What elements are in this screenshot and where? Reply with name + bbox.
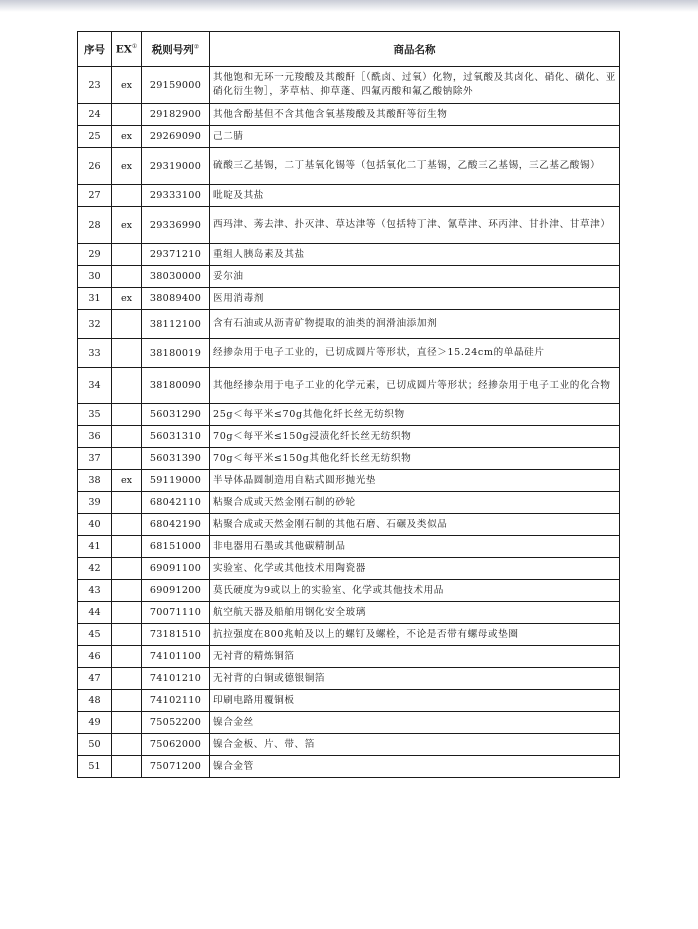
row-code-cell: 68042190 [142, 514, 210, 536]
table-row [78, 288, 620, 310]
table-row [78, 148, 620, 185]
row-seq-cell: 46 [78, 646, 112, 668]
row-seq-cell: 49 [78, 712, 112, 734]
row-name-cell: 70g＜每平米≤150g其他化纤长丝无纺织物 [210, 448, 620, 470]
row-code-cell: 56031310 [142, 426, 210, 448]
header-ex-label: EX [115, 43, 132, 56]
table-row [78, 470, 620, 492]
row-seq-cell: 44 [78, 602, 112, 624]
row-name-cell: 妥尔油 [210, 266, 620, 288]
row-name-cell: 其他饱和无环一元羧酸及其酸酐［（酰卤、过氧）化物，过氧酸及其卤化、硝化、磺化、亚硝化衍生物］，茅草枯、抑草蓬、四氟丙酸和氟乙酸钠除外 [210, 67, 620, 104]
row-code-cell: 75052200 [142, 712, 210, 734]
row-seq-cell: 26 [78, 148, 112, 185]
row-name-cell: 70g＜每平米≤150g浸渍化纤长丝无纺织物 [210, 426, 620, 448]
header-name: 商品名称 [210, 32, 620, 67]
table-row [78, 310, 620, 339]
row-ex-cell [112, 580, 142, 602]
row-name-cell: 非电器用石墨或其他碳精制品 [210, 536, 620, 558]
header-ex-footnote: ① [131, 42, 138, 50]
row-name-cell: 莫氏硬度为9或以上的实验室、化学或其他技术用品 [210, 580, 620, 602]
header-ex [112, 32, 142, 67]
table-row [78, 712, 620, 734]
row-name-cell: 其他经掺杂用于电子工业的化学元素，已切成圆片等形状；经掺杂用于电子工业的化合物 [210, 368, 620, 404]
row-ex-cell [112, 536, 142, 558]
row-code-cell: 38089400 [142, 288, 210, 310]
row-code-cell: 38030000 [142, 266, 210, 288]
row-code-cell: 29371210 [142, 244, 210, 266]
header-code-footnote: ② [193, 43, 200, 50]
row-ex-cell [112, 426, 142, 448]
row-name-cell: 己二腈 [210, 126, 620, 148]
row-seq-cell: 38 [78, 470, 112, 492]
row-seq-cell: 30 [78, 266, 112, 288]
row-name-cell: 粘聚合成或天然金刚石制的砂轮 [210, 492, 620, 514]
row-code-cell: 73181510 [142, 624, 210, 646]
row-name-cell: 抗拉强度在800兆帕及以上的螺钉及螺栓，不论是否带有螺母或垫圈 [210, 624, 620, 646]
row-seq-cell: 45 [78, 624, 112, 646]
row-name-cell: 硫酸三乙基锡，二丁基氧化锡等（包括氧化二丁基锡，乙酸三乙基锡，三乙基乙酸锡） [210, 148, 620, 185]
table-header-row [78, 32, 620, 67]
row-ex-cell [112, 368, 142, 404]
row-ex-cell: ex [112, 288, 142, 310]
row-name-cell: 吡啶及其盐 [210, 185, 620, 207]
row-name-cell: 其他含酚基但不含其他含氧基羧酸及其酸酐等衍生物 [210, 104, 620, 126]
row-seq-cell: 31 [78, 288, 112, 310]
row-code-cell: 74101100 [142, 646, 210, 668]
row-ex-cell [112, 492, 142, 514]
row-code-cell: 29182900 [142, 104, 210, 126]
row-name-cell: 半导体晶圆制造用自粘式圆形抛光垫 [210, 470, 620, 492]
row-seq-cell: 34 [78, 368, 112, 404]
row-name-cell: 粘聚合成或天然金刚石制的其他石磨、石碾及类似品 [210, 514, 620, 536]
row-name-cell: 含有石油或从沥青矿物提取的油类的润滑油添加剂 [210, 310, 620, 339]
table-row [78, 756, 620, 778]
tariff-table [77, 31, 620, 778]
row-name-cell: 25g＜每平米≤70g其他化纤长丝无纺织物 [210, 404, 620, 426]
row-seq-cell: 25 [78, 126, 112, 148]
header-seq: 序号 [78, 32, 112, 67]
row-seq-cell: 24 [78, 104, 112, 126]
row-seq-cell: 42 [78, 558, 112, 580]
row-name-cell: 实验室、化学或其他技术用陶瓷器 [210, 558, 620, 580]
table-row [78, 244, 620, 266]
table-row [78, 207, 620, 244]
row-code-cell: 38112100 [142, 310, 210, 339]
row-seq-cell: 40 [78, 514, 112, 536]
row-name-cell: 印刷电路用覆铜板 [210, 690, 620, 712]
row-code-cell: 75062000 [142, 734, 210, 756]
row-code-cell: 56031290 [142, 404, 210, 426]
table-row [78, 492, 620, 514]
row-ex-cell [112, 404, 142, 426]
row-ex-cell [112, 185, 142, 207]
table-row [78, 104, 620, 126]
table-row [78, 734, 620, 756]
row-name-cell: 无衬背的白铜或德银铜箔 [210, 668, 620, 690]
table-row [78, 602, 620, 624]
table-row [78, 668, 620, 690]
row-ex-cell [112, 310, 142, 339]
row-ex-cell [112, 756, 142, 778]
table-row [78, 448, 620, 470]
row-seq-cell: 29 [78, 244, 112, 266]
row-code-cell: 29333100 [142, 185, 210, 207]
row-code-cell: 29159000 [142, 67, 210, 104]
row-ex-cell [112, 448, 142, 470]
table-row [78, 368, 620, 404]
row-code-cell: 29336990 [142, 207, 210, 244]
row-seq-cell: 35 [78, 404, 112, 426]
row-ex-cell [112, 104, 142, 126]
row-ex-cell [112, 339, 142, 368]
row-ex-cell [112, 558, 142, 580]
row-ex-cell [112, 734, 142, 756]
row-name-cell: 经掺杂用于电子工业的，已切成圆片等形状，直径＞15.24cm的单晶硅片 [210, 339, 620, 368]
row-code-cell: 56031390 [142, 448, 210, 470]
table-row [78, 558, 620, 580]
row-seq-cell: 43 [78, 580, 112, 602]
row-seq-cell: 39 [78, 492, 112, 514]
row-seq-cell: 23 [78, 67, 112, 104]
row-ex-cell [112, 244, 142, 266]
row-name-cell: 航空航天器及船舶用钢化安全玻璃 [210, 602, 620, 624]
row-ex-cell: ex [112, 470, 142, 492]
row-code-cell: 68042110 [142, 492, 210, 514]
row-ex-cell: ex [112, 126, 142, 148]
header-code [142, 32, 210, 67]
table-row [78, 646, 620, 668]
row-seq-cell: 28 [78, 207, 112, 244]
row-name-cell: 医用消毒剂 [210, 288, 620, 310]
header-code-label: 税则号列 [151, 43, 194, 56]
row-code-cell: 29319000 [142, 148, 210, 185]
row-name-cell: 重组人胰岛素及其盐 [210, 244, 620, 266]
row-code-cell: 75071200 [142, 756, 210, 778]
row-ex-cell [112, 668, 142, 690]
table-row [78, 339, 620, 368]
table-row [78, 690, 620, 712]
row-code-cell: 38180019 [142, 339, 210, 368]
table-row [78, 67, 620, 104]
row-seq-cell: 48 [78, 690, 112, 712]
row-code-cell: 69091100 [142, 558, 210, 580]
row-ex-cell [112, 646, 142, 668]
table-row [78, 126, 620, 148]
row-seq-cell: 36 [78, 426, 112, 448]
row-code-cell: 38180090 [142, 368, 210, 404]
row-seq-cell: 32 [78, 310, 112, 339]
row-ex-cell [112, 514, 142, 536]
row-ex-cell [112, 712, 142, 734]
row-name-cell: 镍合金板、片、带、箔 [210, 734, 620, 756]
row-seq-cell: 47 [78, 668, 112, 690]
row-ex-cell [112, 690, 142, 712]
table-row [78, 426, 620, 448]
row-code-cell: 68151000 [142, 536, 210, 558]
table-row [78, 185, 620, 207]
table-row [78, 404, 620, 426]
row-ex-cell [112, 266, 142, 288]
table-row [78, 266, 620, 288]
row-name-cell: 镍合金丝 [210, 712, 620, 734]
row-name-cell: 西玛津、莠去津、扑灭津、草达津等（包括特丁津、氰草津、环丙津、甘扑津、甘草津） [210, 207, 620, 244]
row-seq-cell: 50 [78, 734, 112, 756]
row-seq-cell: 27 [78, 185, 112, 207]
row-ex-cell [112, 624, 142, 646]
row-code-cell: 29269090 [142, 126, 210, 148]
row-ex-cell: ex [112, 207, 142, 244]
row-code-cell: 74102110 [142, 690, 210, 712]
table-row [78, 580, 620, 602]
row-seq-cell: 33 [78, 339, 112, 368]
row-seq-cell: 37 [78, 448, 112, 470]
window-top-shade [0, 0, 698, 12]
row-seq-cell: 41 [78, 536, 112, 558]
row-ex-cell [112, 602, 142, 624]
row-code-cell: 70071110 [142, 602, 210, 624]
table-row [78, 536, 620, 558]
table-row [78, 514, 620, 536]
table-row [78, 624, 620, 646]
row-code-cell: 74101210 [142, 668, 210, 690]
row-seq-cell: 51 [78, 756, 112, 778]
row-name-cell: 无衬背的精炼铜箔 [210, 646, 620, 668]
row-code-cell: 59119000 [142, 470, 210, 492]
table-body [78, 67, 620, 778]
row-ex-cell: ex [112, 148, 142, 185]
row-name-cell: 镍合金管 [210, 756, 620, 778]
row-code-cell: 69091200 [142, 580, 210, 602]
row-ex-cell: ex [112, 67, 142, 104]
